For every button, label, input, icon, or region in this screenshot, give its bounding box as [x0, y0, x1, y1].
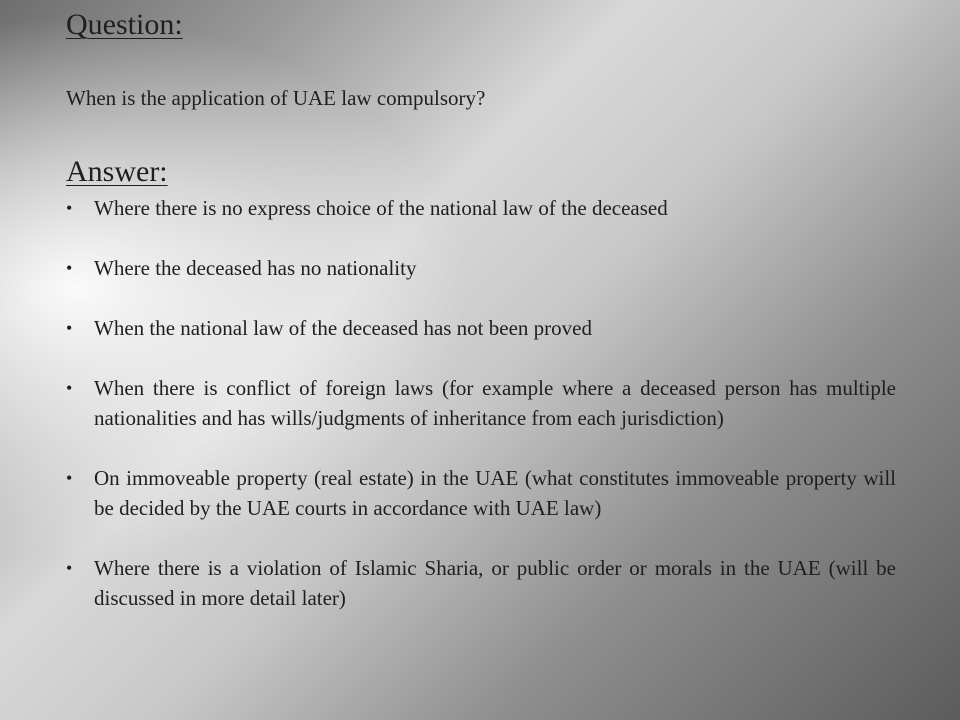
answer-item-immoveable-property — [66, 463, 896, 523]
answer-item-no-nationality — [66, 253, 896, 283]
answer-list — [66, 193, 896, 643]
answer-item-text: On immoveable property (real estate) in the UAE (what constitutes immoveable property will be decided by the UAE courts in accordance with UAE law) — [94, 466, 896, 520]
bullet-icon: • — [66, 558, 73, 578]
answer-heading: Answer: — [66, 155, 168, 188]
answer-item-sharia-violation — [66, 553, 896, 613]
bullet-icon: • — [66, 378, 73, 398]
question-heading: Question: — [66, 8, 183, 41]
answer-item-conflict-of-laws — [66, 373, 896, 433]
bullet-icon: • — [66, 258, 73, 278]
answer-item-not-proved — [66, 313, 896, 343]
answer-item-text: Where the deceased has no nationality — [94, 256, 417, 280]
bullet-icon: • — [66, 318, 73, 338]
answer-item-text: When there is conflict of foreign laws (for example where a deceased person has multiple nationalities and has wills/judgments of inheritance from each jurisdiction) — [94, 376, 896, 430]
bullet-icon: • — [66, 468, 73, 488]
bullet-icon: • — [66, 198, 73, 218]
question-text: When is the application of UAE law compulsory? — [66, 86, 486, 110]
answer-item-no-express-choice — [66, 193, 896, 223]
answer-item-text: Where there is no express choice of the national law of the deceased — [94, 196, 668, 220]
answer-item-text: When the national law of the deceased has not been proved — [94, 316, 592, 340]
answer-item-text: Where there is a violation of Islamic Sharia, or public order or morals in the UAE (will be discussed in more detail later) — [94, 556, 896, 610]
